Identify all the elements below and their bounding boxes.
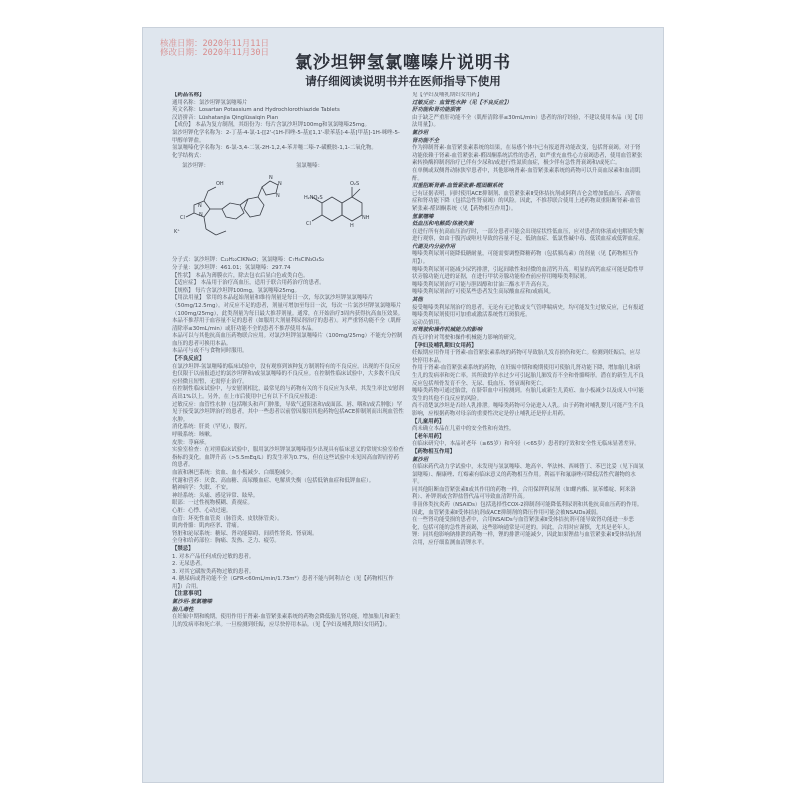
adverse-para-3: 过敏反应：血管性水肿（包括喉头和声门肿胀，导致气道阻塞和/或面部、唇、咽和/或舌肿胀）罕见于接受氯沙坦钾治疗的患者，其中一些患者以前曾因服用其他药物包括ACE抑制剂而出现血管性水肿。 (172, 401, 404, 423)
section-pediatric: 【儿童用药】 (412, 418, 445, 425)
interactions-text-3: 非甾体类抗炎药（NSAIDs）包括选择性COX-2抑制剂可能降低利尿剂和其他抗高血压药的作用。因此，血管紧张素Ⅱ受体拮抗剂或ACE抑制剂的降压作用可能会被NSAIDs减弱。 (412, 502, 643, 516)
dosage-note-1: 本品不推荐用于血容量不足的患者（如服用大剂量利尿剂治疗的患者）。对严重肾功能不全（肌酐清除率≤30mL/min）或肝功能不全的患者不推荐使用本品。 (172, 318, 402, 332)
other-heading: 其他 (412, 297, 423, 304)
cl-atom-label-1: Cl (180, 215, 185, 222)
adverse-vascular: 血管：坏死性血管炎（脉管炎、皮肤脉管炎）。 (172, 515, 283, 522)
adverse-cardiac: 心脏：心悸、心动过速。 (172, 507, 232, 514)
section-drug-name: 【药品名称】 (172, 92, 205, 98)
precautions-para-1: 在妊娠中期和晚期，使用作用于肾素-血管紧张素系统的药物会降低胎儿肾功能，增加胎儿和新生儿的发病率和死亡率。一旦检测到妊娠，应尽快停用本品。（见【孕妇及哺乳期妇女用药】）。 (172, 614, 401, 628)
adverse-para-1: 在氯沙坦钾-氢氯噻嗪的临床试验中，没有观察到该种复方制剂特有的不良反应。出现的不良反应也仅限于以前报道过的氯沙坦钾和/或氢氯噻嗪的不良反应。在控制性临床试验中，大多数不良反应轻微且短暂，无需停止治疗。 (172, 363, 401, 385)
right-column (412, 92, 644, 776)
stamp-revision-date: 修改日期：2020年11月30日 (160, 48, 269, 58)
hypotension-heading: 低血压和电解质/体液失衡 (412, 221, 474, 228)
oh-atom-label: OH (216, 181, 224, 188)
benzene-ring (322, 197, 342, 221)
adverse-lab: 实验室检查：在对照临床试验中，服用氯沙坦钾氢氯噻嗪很少出现具有临床意义的常规实验室检查指标的变化。血钾升高（>5.5mEq/L）的发生率为0.7%，但在这些试验中未见因高血钾而停药的患者。 (172, 447, 404, 469)
thiadiazine-ring (342, 197, 362, 221)
contra-1: 1. 对本产品任何成份过敏的患者。 (172, 553, 255, 560)
metabolic-text-2: 噻嗪类利尿剂可能减少尿钙排泄，引起间歇性和轻微的血清钙升高。明显的高钙血症可能是隐性甲状旁腺功能亢进的证据，在进行甲状旁腺功能检查前应停用噻嗪类利尿剂。 (412, 266, 644, 281)
interactions-losartan: 氯沙坦 (412, 456, 429, 463)
nh-label: NH (362, 215, 370, 222)
hctz-chemical-name: 氢氯噻嗪化学名称为：6-氯-3,4-二氢-2H-1,2,4-苯并噻二嗪-7-磺酰胺-1,1-二氧化物。 (172, 145, 377, 152)
precautions-sub-1: 氯沙坦-氢氯噻嗪 (172, 599, 212, 606)
losartan-chemical-name: 氯沙坦钾化学名称为：2-丁基-4-氯-1-[[2'-(1H-四唑-5-基)[1,1'-联苯基]-4-基]甲基]-1H-咪唑-5-甲醇单钾盐。 (172, 129, 400, 144)
section-contraindications: 【禁忌】 (172, 545, 194, 552)
dual-blockade-heading: 双重阻断肾素-血管紧张素-醛固酮系统 (412, 183, 503, 190)
geriatric-text: 在临床研究中，本品对老年（≥65岁）和年轻（<65岁）患者的疗效和安全性无临床显著差异。 (412, 441, 640, 448)
adverse-skin: 皮肤：荨麻疹。 (172, 439, 210, 446)
hepatic-renal-heading: 肝功能和肾功能损害 (412, 107, 461, 114)
section-appearance: 【性状】 本品为薄膜衣片，除去包衣后显白色或类白色。 (172, 272, 309, 279)
driving-heading: 对驾驶和操作机械能力的影响 (412, 327, 483, 334)
h2n-label: H₂NO₂S (304, 195, 323, 202)
document-subtitle: 请仔细阅读说明书并在医师指导下使用 (305, 74, 501, 88)
interactions-text-5: 锂：同其他影响钠排泄的药物一样，锂的排泄可能减少，因此如果锂盐与血管紧张素Ⅱ受体拮抗剂合用，应仔细监测血清锂水平。 (412, 532, 642, 547)
contra-3: 3. 对其它磺胺类药物过敏的患者。 (172, 568, 255, 575)
losartan-heading: 氯沙坦 (412, 129, 429, 136)
english-name: 英文名称：Losartan Potassium and Hydrochlorothiazide Tablets (172, 107, 340, 114)
hctz-structure-label: 氢氯噻嗪： (296, 163, 323, 170)
other-text-1: 接受噻嗪类利尿剂治疗的患者，无论有无过敏或支气管哮喘病史，均可能发生过敏反应，已有报道噻嗪类利尿剂使用可加重或激活系统性红斑狼疮。 (412, 304, 644, 319)
interactions-text-4: 在一些肾功能受损的患者中，合用NSAIDs与血管紧张素Ⅱ受体拮抗剂可能导致肾功能进一步恶化，包括可能的急性肾衰竭，这些影响通常是可逆的。因此，合用时应谨慎，尤其是老年人。 (412, 517, 634, 531)
left-column (172, 92, 404, 776)
driving-text: 尚无评价对驾驶和操作机械能力影响的研究。 (412, 335, 520, 341)
n-atom-label-1: N (198, 203, 202, 210)
losartan-structure-label: 氯沙坦钾： (182, 163, 209, 170)
pregnancy-text-2: 作用于肾素-血管紧张素系统的药物，在妊娠中期和晚期使用可使胎儿肾功能下降，增加胎儿和新生儿的发病率和死亡率。其所致的羊水过少可引起胎儿肺发育不全和骨骼畸形。潜在的新生儿不良反应包括颅骨发育不全、无尿、低血压、肾衰竭和死亡。 (412, 365, 644, 387)
interactions-text-2: 同其他阻断血管紧张素Ⅱ或其作用的药物一样，合用保钾利尿剂（如螺内酯、氨苯蝶啶、阿米洛利）、补钾剂或含钾盐替代品可导致血清钾升高。 (412, 486, 636, 501)
renal-text-1: 作为抑制肾素-血管紧张素系统的结果，在易感个体中已有报道肾功能改变，包括肾衰竭。对于肾功能依赖于肾素-血管紧张素-醛固酮系统活性的患者，如严重充血性心力衰竭患者，使用血管紧张素转换酶抑制剂治疗已伴有少尿和/或进行性氮质血症，极少伴有急性肾衰竭和/或死亡。 (412, 145, 643, 167)
section-strength: 【规格】 每片含氯沙坦钾100mg，氢氯噻嗪25mg。 (172, 287, 300, 294)
renal-text-2: 在单侧或双侧肾动脉狭窄患者中，其他影响肾素-血管紧张素系统的药物可以升高血尿素和血清肌酐。 (412, 167, 641, 182)
metabolic-text-1: 噻嗪类利尿剂可能降低糖耐量，可能需要调整降糖药物（包括胰岛素）的剂量（见【药物相互作用】）。 (412, 251, 639, 266)
adverse-nervous: 神经系统：头痛、感觉异常、眩晕。 (172, 492, 259, 499)
k-atom-label: K⁺ (174, 229, 180, 236)
cl-atom-label-2: Cl (306, 221, 311, 228)
adverse-psychiatric: 精神病学：失眠、不安。 (172, 485, 232, 492)
adverse-para-2: 在控制性临床试验中，与安慰剂相比，最常见的与药物有关的不良反应为头晕，其发生率比安慰剂高出1%以上。另外，在上市后使用中已有以下不良反应报道： (172, 386, 404, 401)
adverse-digestive: 消化系统：肝炎（罕见），腹泻。 (172, 424, 251, 431)
section-pregnancy: 【孕妇及哺乳期妇女用药】 (412, 342, 477, 349)
metabolic-heading: 代谢及内分泌作用 (412, 243, 456, 250)
other-text-2: 运动员慎用。 (412, 319, 445, 326)
tetrazole-nh-label: N (276, 193, 280, 200)
section-precautions: 【注意事项】 (172, 591, 205, 598)
dosage-note-3: 本品可与或不与食物同时服用。 (172, 348, 248, 355)
hypotension-text: 在进行所有抗高血压治疗时，一部分患者可能会出现症状性低血压，应对患者的体液或电解质失衡进行观察，如由于腹泻或呕吐导致的容量不足、低钠血症、低氯性碱中毒、低镁血症或低钾血症。 (412, 228, 644, 243)
section-dosage: 【用法用量】 常用的本品起始剂量和维持剂量是每日一次，每次氯沙坦钾氢氯噻嗪片（50mg/12.5mg）。对反应不足的患者，剂量可增加至每日一次，每次一片氯沙坦钾氢氯噻嗪片（100mg/25mg），此类剂量为每日最大推荐剂量。通常，在开始治疗3周内获得抗高血压效果。 (172, 295, 404, 317)
adverse-blood: 血液和淋巴系统：贫血、血小板减少、白细胞减少。 (172, 469, 296, 476)
pediatric-text: 尚未确立本品在儿童中的安全性和有效性。 (412, 426, 515, 433)
dosage-note-2: 本品可以与其他抗高血压药物联合应用。对氯沙坦钾氢氯噻嗪片（100mg/25mg）不能充分控制血压的患者可换用本品。 (172, 333, 403, 347)
adverse-respiratory: 呼吸系统：咳嗽。 (172, 432, 216, 438)
pregnancy-text-4: 尚不清楚氯沙坦是否经人乳排泄。噻嗪类药物可分泌进入人乳。由于药物对哺乳婴儿可能产生不良影响，应根据药物对母亲的重要性决定是停止哺乳还是停止用药。 (412, 403, 644, 417)
n-atom-label-2: N (199, 212, 203, 219)
adverse-metabolic: 代谢和营养：厌食、高血糖、高尿酸血症、电解质失衡（包括低钠血症和低钾血症）。 (172, 477, 375, 484)
tetrazole-n-label-2: N (278, 181, 282, 188)
section-composition: 【成份】 本品为复方制剂，其组份为：每片含氯沙坦钾100mg和氢氯噻嗪25mg。 (172, 122, 370, 129)
nh-label-2: H (350, 223, 354, 230)
phenyl-ring-1 (222, 203, 244, 219)
hepatic-renal-text: 由于缺乏严重肝功能不全（肌酐清除率≤30mL/min）患者的治疗经验，不建议使用本品（见【用法用量】）。 (412, 114, 644, 129)
so2-label: O₂S (350, 181, 360, 188)
metabolic-text-3: 噻嗪类利尿剂治疗可能与胆固醇和甘油三酯水平升高有关。 (412, 281, 553, 288)
document-title: 氯沙坦钾氢氯噻嗪片说明书 (295, 53, 511, 73)
interactions-text-1: 在临床药代动力学试验中，未发现与氢氯噻嗪、地高辛、华法林、西咪替丁、苯巴比妥（见下面氢氯噻嗪）、酮康唑、红霉素有临床意义的药物相互作用。利福平和氟康唑可降低活性代谢物的水平。 (412, 464, 644, 486)
adverse-renal: 肾脏和泌尿系统：糖尿、肾功能障碍、间质性肾炎、肾衰竭。 (172, 530, 318, 537)
section-adverse-reactions: 【不良反应】 (172, 356, 205, 363)
adverse-eye: 眼部：一过性视物模糊、黄视症。 (172, 500, 253, 507)
hctz-heading: 氢氯噻嗪 (412, 213, 434, 220)
pinyin-name: 汉语拼音：Lüshatanjia Qinglüsaiqin Pian (172, 114, 279, 121)
adverse-musculoskeletal: 肌肉骨骼：肌肉痉挛、背痛。 (172, 523, 243, 530)
molecular-weight: 分子量：氯沙坦钾：461.01；氢氯噻嗪：297.74 (172, 264, 291, 271)
structure-heading: 化学结构式： (172, 152, 205, 159)
ref-pregnancy: 见【孕妇及哺乳期妇女用药】 (412, 92, 483, 98)
section-indication: 【适应症】 本品用于治疗高血压，适用于联合用药治疗的患者。 (172, 280, 325, 287)
section-geriatric: 【老年用药】 (412, 433, 445, 440)
adverse-general: 全身和给药部位：胸痛、发热、乏力、疲劳。 (172, 538, 280, 545)
contra-4: 4. 糖尿病或肾功能不全（GFR<60mL/min/1.73m²）患者不能与阿利吉仑（见【药物相互作用】）合用。 (172, 576, 394, 590)
tetrazole-n-label: N (269, 175, 273, 182)
renal-heading: 肾功能不全 (412, 137, 439, 144)
metabolic-text-4: 噻嗪类利尿剂治疗可使某些患者发生高尿酸血症和/或痛风。 (412, 289, 554, 296)
contra-2: 2. 无尿患者。 (172, 561, 206, 568)
dual-blockade-text: 已有证据表明，同时使用ACE抑制剂、血管紧张素Ⅱ受体拮抗剂或阿利吉仑会增加低血压、高钾血症和肾功能下降（包括急性肾衰竭）的风险。因此，不推荐联合使用上述药物双重阻断肾素-血管紧张素-醛固酮系统（见【药物相互作用】）。 (412, 190, 642, 212)
chemical-structures (172, 163, 404, 255)
section-interactions: 【药物相互作用】 (412, 448, 456, 455)
molecular-formula: 分子式：氯沙坦钾：C₂₂H₂₂ClKN₆O；氢氯噻嗪：C₇H₈ClN₃O₄S₂ (172, 257, 325, 264)
pregnancy-text-3: 噻嗪类药物可通过胎盘，在脐带血中可检测到。有胎儿或新生儿黄疸、血小板减少以及成人中可能发生的其他不良反应的风险。 (412, 388, 644, 402)
structure-drawing (172, 163, 404, 255)
stamp-approval-date: 核准日期：2020年11月11日 (160, 39, 269, 49)
generic-name: 通用名称：氯沙坦钾氢氯噻嗪片 (172, 99, 248, 106)
allergy-note: 过敏反应：血管性水肿（见【不良反应】） (412, 99, 512, 106)
precautions-sub-2: 胎儿毒性 (172, 606, 194, 613)
pregnancy-text-1: 妊娠期应用作用于肾素-血管紧张素系统的药物可导致胎儿发育损伤和死亡。检测到妊娠后，应尽快停用本品。 (412, 350, 641, 364)
